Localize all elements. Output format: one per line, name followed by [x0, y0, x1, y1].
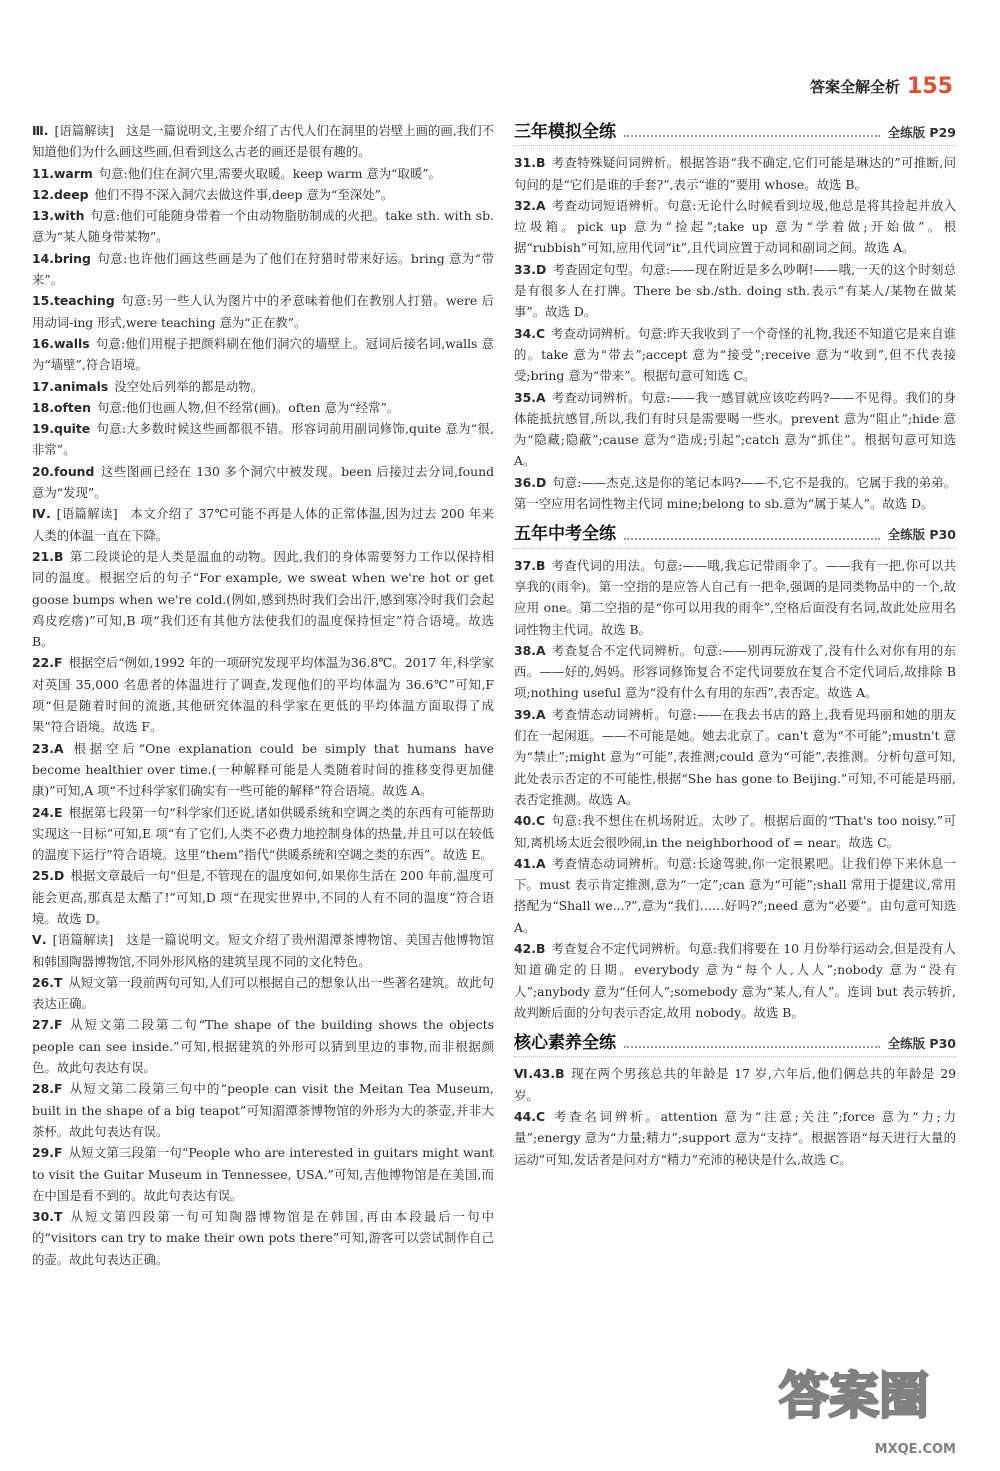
answer-entry — [514, 195, 956, 259]
answer-number: 29.F — [32, 1145, 63, 1161]
right-column — [514, 120, 956, 1170]
answer-number: Ⅴ. — [32, 932, 47, 948]
answer-number: 40.C — [514, 813, 546, 829]
answer-number: 15.teaching — [32, 293, 115, 309]
answer-entry — [32, 290, 494, 333]
answer-text: 根据空后“One explanation could be simply that humans have become healthier over time.(一种解释可能是人类随着时间的推移变得更加健康)”可知,A 项“不过科学家们确实有一些可能的解释”符合语境。故选 A。 — [32, 740, 494, 799]
header-title: 答案全解全析 — [809, 77, 900, 96]
answer-text: 考查代词的用法。句意:——哦,我忘记带雨伞了。——我有一把,你可以共享我的(雨伞)。第一空指的是应答人自己有一把伞,强调的是同类物品中的一个,故应用 one。第二空指的是“你可以用我的雨伞”,空格后面没有名词,故此处应用名词性物主代词。故选 B。 — [514, 557, 956, 637]
answer-number: 38.A — [514, 642, 546, 658]
answer-entry — [32, 652, 494, 737]
answer-number: 25.D — [32, 868, 65, 884]
answer-entry — [514, 387, 956, 472]
answer-entry — [514, 938, 956, 1023]
answer-number: Ⅲ. — [32, 123, 49, 138]
answer-text: [语篇解读] 本文介绍了 37℃可能不再是人体的正常体温,因为过去 200 年来人类的体温一直在下降。 — [32, 506, 494, 543]
answer-number: 34.C — [514, 325, 546, 341]
answer-entry — [514, 810, 956, 853]
answer-text: 根据空后“例如,1992 年的一项研究发现平均体温为36.8℃。2017 年,科学家对英国 35,000 名患者的体温进行了调查,发现他们的平均体温为 36.6℃”可知,F 项“但是随着时间的流逝,其他研究体温的科学家在更低的平均体温方面取得了成果”符合语境。故选 F。 — [32, 655, 494, 735]
answer-text: 句意:大多数时候这些画都很不错。形容词前用副词修饰,quite 意为“很,非常”。 — [32, 421, 494, 458]
answer-number: 41.A — [514, 855, 546, 871]
svg-text:答案圈: 答案圈 — [779, 1367, 929, 1425]
answer-entry — [32, 120, 494, 163]
answer-text: 句意:他们用棍子把颜料刷在他们洞穴的墙壁上。冠词后接名词,walls 意为“墙壁”,符合语境。 — [32, 335, 494, 373]
answer-text: 句意:他们也画人物,但不经常(画)。often 意为“经常”。 — [97, 399, 400, 415]
answer-entry — [32, 865, 494, 929]
answer-number: Ⅳ. — [32, 506, 51, 522]
answer-text: 考查情态动词辨析。句意:长途驾驶,你一定很累吧。让我们停下来休息一下。must 表示肯定推测,意为“一定”;can 意为“可能”;shall 常用于提建议,常用搭配为“Shall we...?”,意为“我们……好吗?”;need 意为“必要”。由句意可知选 A。 — [514, 855, 956, 935]
answer-text: 这些图画已经在 130 多个洞穴中被发现。been 后接过去分词,found 意为“发现”。 — [32, 463, 494, 501]
answer-number: Ⅵ.43.B — [514, 1066, 565, 1082]
section-divider — [624, 135, 880, 137]
answer-number: 39.A — [514, 706, 546, 722]
answer-number: 24.E — [32, 804, 63, 820]
answer-entry — [32, 738, 494, 802]
answer-number: 19.quite — [32, 421, 91, 437]
answer-text: 从短文第二段第三句中的“people can visit the Meitan Tea Museum, built in the shape of a big teapot”可知湄潭茶博物馆的外形为大的茶壶,并非大茶杯。故此句表达有误。 — [32, 1081, 494, 1139]
answer-number: 21.B — [32, 548, 64, 564]
answer-number: 37.B — [514, 557, 546, 573]
answer-number: 23.A — [32, 740, 64, 756]
answer-entry — [32, 802, 494, 866]
answer-text: [语篇解读] 这是一篇说明文,主要介绍了古代人们在洞里的岩壁上画的画,我们不知道他们为什么画这些画,但看到这么古老的画还是很有趣的。 — [32, 123, 495, 160]
answer-number: 44.C — [514, 1109, 546, 1125]
page-header — [809, 70, 953, 102]
answer-number: 31.B — [514, 155, 546, 171]
answer-entry — [514, 555, 956, 640]
answer-entry — [32, 461, 494, 504]
answer-entry — [32, 397, 494, 418]
answer-entry — [32, 184, 494, 205]
section-title: 三年模拟全练 — [514, 122, 616, 142]
answer-text: 没空处后列举的都是动物。 — [114, 378, 263, 394]
answer-text: 从短文第三段第一句“People who are interested in guitars might want to visit the Guitar Museum in Tennessee, USA.”可知,吉他博物馆是在美国,而在中国是看不到的。故此句表达有误。 — [32, 1145, 494, 1203]
answer-text: 考查复合不定代词辨析。句意:我们将要在 10 月份举行运动会,但是没有人知道确定的日期。everybody 意为“每个人,人人”;nobody 意为“没有人”;anybody 意为“任何人”;somebody 意为“某人,有人”。连词 but 表示转折,故判断后面的分句表示否定,故用 nobody。故选 B。 — [514, 940, 956, 1020]
answer-number: 12.deep — [32, 186, 89, 202]
answer-number: 30.T — [32, 1209, 63, 1225]
answer-text: 句意:他们住在洞穴里,需要火取暖。keep warm 意为“取暖”。 — [98, 165, 442, 181]
answer-text: 现在两个男孩总共的年龄是 17 岁,六年后,他们俩总共的年龄是 29 岁。 — [514, 1066, 956, 1103]
answer-text: [语篇解读] 这是一篇说明文。短文介绍了贵州湄潭茶博物馆、美国吉他博物馆和韩国陶器博物馆,不同外形风格的建筑呈现不同的文化特色。 — [32, 932, 495, 969]
answer-text: 考查动词辨析。句意:——我一感冒就应该吃药吗?——不见得。我们的身体能抵抗感冒,所以,我们有时只是需要喝一些水。prevent 意为“阻止”;hide 意为“隐藏;隐蔽”;cause 意为“造成;引起”;catch 意为“抓住”。根据句意可知选 A。 — [514, 389, 956, 469]
section-header — [514, 524, 956, 548]
answer-text: 句意:——杰克,这是你的笔记本吗?——不,它不是我的。它属于我的弟弟。第一空应用名词性物主代词 mine;belong to sb.意为“属于某人”。故选 D。 — [514, 474, 956, 512]
answer-text: 考查特殊疑问词辨析。根据答语“我不确定,它们可能是琳达的”可推断,问句问的是“它们是谁的手套?”,表示“谁的”要用 whose。故选 B。 — [514, 155, 956, 192]
watermark-url: MXQE.COM — [874, 1442, 956, 1457]
answer-entry — [514, 1106, 956, 1170]
answer-entry — [32, 546, 494, 652]
answer-entry — [32, 376, 494, 397]
answer-entry — [514, 472, 956, 515]
answer-number: 18.often — [32, 399, 92, 415]
answer-entry — [32, 1142, 494, 1206]
answer-number: 20.found — [32, 463, 95, 479]
answer-number: 13.with — [32, 208, 85, 224]
answer-entry — [32, 205, 494, 248]
section-page-ref: 全练版 P30 — [887, 527, 956, 543]
answer-number: 16.walls — [32, 335, 90, 351]
answer-number: 32.A — [514, 197, 546, 213]
answer-number: 17.animals — [32, 378, 109, 394]
answer-text: 他们不得不深入洞穴去做这件事,deep 意为“至深处”。 — [94, 186, 394, 202]
section-page-ref: 全练版 P29 — [887, 125, 956, 140]
answer-entry — [32, 1078, 494, 1142]
answer-entry — [32, 163, 494, 184]
answer-entry — [514, 704, 956, 810]
answer-entry — [514, 1063, 956, 1106]
section-divider — [624, 538, 880, 540]
answer-number: 27.F — [32, 1017, 63, 1033]
answer-text: 从短文第一段前两句可知,人们可以根据自己的想象认出一些著名建筑。故此句表达正确。 — [32, 974, 494, 1012]
answer-text: 考查复合不定代词辨析。句意:——别再玩游戏了,没有什么对你有用的东西。——好的,妈妈。形容词修饰复合不定代词要放在复合不定代词后,故排除 B 项;nothing useful 意为“没有什么有用的东西”,表否定。故选 A。 — [514, 642, 956, 701]
answer-number: 42.B — [514, 940, 546, 956]
answer-number: 26.T — [32, 974, 63, 990]
answer-text: 从短文第四段第一句可知陶器博物馆是在韩国,再由本段最后一句中的“visitors can try to make their own pots there”可知,游客可以尝试制作自己的壶。故此句表达正确。 — [32, 1209, 494, 1267]
answer-number: 11.warm — [32, 165, 93, 181]
answer-number: 33.D — [514, 261, 547, 277]
answer-text: 考查名词辨析。attention 意为“注意;关注”;force 意为“力;力量”;energy 意为“力量;精力”;support 意为“支持”。根据答语“每天进行大量的运动”可知,发话者是问对方“精力”充沛的秘诀是什么,故选 C。 — [514, 1109, 956, 1167]
answer-entry — [32, 503, 494, 546]
answer-text: 考查固定句型。句意:——现在附近是多么吵啊!——哦,一天的这个时刻总是有很多人在打牌。There be sb./sth. doing sth.表示“有某人/某物在做某事”。故选 D。 — [514, 261, 956, 320]
answer-number: 22.F — [32, 655, 63, 671]
section-divider — [624, 1046, 880, 1048]
answer-text: 从短文第二段第二句“The shape of the building shows the objects people can see inside.”可知,根据建筑的外形可以猜到里边的事物,而非根据颜色。故此句表达有误。 — [32, 1017, 494, 1076]
answer-entry — [32, 972, 494, 1015]
answer-number: 36.D — [514, 474, 547, 490]
section-title: 核心素养全练 — [514, 1033, 616, 1054]
answer-text: 句意:我不想住在机场附近。太吵了。根据后面的“That's too noisy.”可知,离机场太近会很吵闹,in the neighborhood of = near。故选 C。 — [514, 813, 956, 850]
answer-entry — [32, 418, 494, 461]
answer-entry — [514, 152, 956, 195]
section-title: 五年中考全练 — [514, 524, 616, 545]
answer-entry — [32, 333, 494, 376]
answer-text: 第二段谈论的是人类是温血的动物。因此,我们的身体需要努力工作以保持相同的温度。根据空后的句子“For example, we sweat when we're hot or get goose bumps when we're cold.(例如,感到热时我们会出汗,感到寒冷时我们会起鸡皮疙瘩)”可知,B 项“我们还有其他方法使我们的温度保持恒定”符合语境。故选 B。 — [32, 548, 494, 650]
answer-entry — [514, 323, 956, 387]
answer-entry — [32, 248, 494, 291]
answer-entry — [32, 1206, 494, 1270]
answer-text: 考查动词短语辨析。句意:无论什么时候看到垃圾,他总是将其捡起并放入垃圾箱。pick up 意为“捡起”;take up 意为“学着做;开始做”。根据“rubbish”可知,应用代词“it”,且代词应置于动词和副词之间。故选 A。 — [514, 197, 956, 256]
answer-text: 考查动词辨析。句意:昨天我收到了一个奇怪的礼物,我还不知道它是来自谁的。take 意为“带去”;accept 意为“接受”;receive 意为“收到”,但不代表接受;bring 意为“带来”。根据句意可知选 C。 — [514, 325, 956, 384]
section-header — [514, 122, 956, 146]
answer-text: 根据文章最后一句“但是,不管现在的温度如何,如果你生活在 200 年前,温度可能会更高,那真是太酷了!”可知,D 项“在现实世界中,不同的人有不同的温度”符合语境。故选 D。 — [32, 868, 494, 926]
page-number: 155 — [910, 70, 950, 102]
answer-entry — [32, 929, 494, 972]
answer-text: 句意:他们可能随身带着一个由动物脂肪制成的火把。take sth. with sb.意为“某人随身带某物”。 — [32, 208, 494, 245]
site-watermark — [754, 1351, 964, 1461]
answer-number: 35.A — [514, 389, 546, 405]
answer-number: 14.bring — [32, 250, 91, 266]
answer-entry — [514, 853, 956, 938]
section-header — [514, 1033, 956, 1057]
answer-entry — [514, 640, 956, 704]
answer-entry — [514, 259, 956, 323]
answer-text: 句意:另一些人认为图片中的矛意味着他们在教别人打猎。were 后用动词-ing 形式,were teaching 意为“正在教”。 — [32, 293, 494, 330]
answer-text: 句意:也许他们画这些画是为了他们在狩猎时带来好运。bring 意为“带来”。 — [32, 250, 494, 288]
answer-number: 28.F — [32, 1081, 63, 1097]
answer-entry — [32, 1014, 494, 1078]
section-page-ref: 全练版 P30 — [887, 1036, 956, 1052]
left-column — [32, 120, 494, 1270]
answer-text: 考查情态动词辨析。句意:——在我去书店的路上,我看见玛丽和她的朋友们在一起闲逛。——不可能是她。她去北京了。can't 意为“不可能”;mustn't 意为“禁止”;might 意为“可能”,表推测;could 意为“可能”,表推测。分析句意可知,此处表示否定的不可能性,根据“She has gone to Beijing.”可知,不可能是玛丽,表否定推测。故选 A。 — [514, 706, 956, 807]
answer-text: 根据第七段第一句“科学家们还说,诸如供暖系统和空调之类的东西有可能帮助实现这一目标”可知,E 项“有了它们,人类不必费力地控制身体的热量,并且可以在较低的温度下运行”符合语境。这里“them”指代“供暖系统和空调之类的东西”。故选 E。 — [32, 804, 494, 863]
